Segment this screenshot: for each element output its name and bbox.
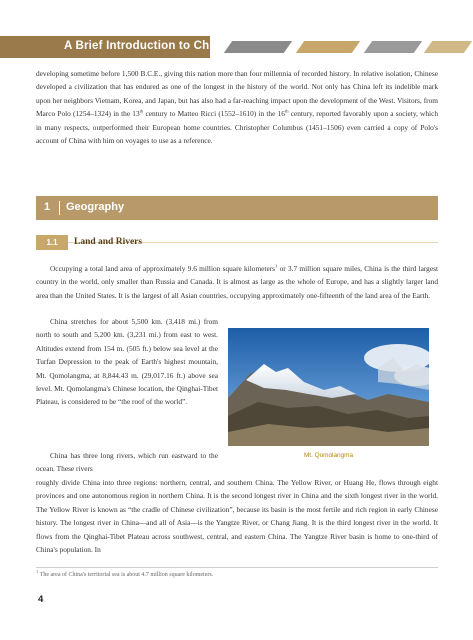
subsection-number: 1.1 bbox=[36, 235, 68, 250]
header-stripe bbox=[224, 41, 292, 53]
photo-caption: Mt. Qomolangma bbox=[303, 452, 353, 459]
mountain-photo bbox=[228, 328, 429, 446]
header-stripe bbox=[296, 41, 360, 53]
dimensions-paragraph: China stretches for about 5,500 km. (3,418 mi.) from north to south and 5,200 km. (3,231 mi.) from east to west. Altitudes extend from 154 m. (505 ft.) below sea level at the Turfan Depression to the peak of Earth's highest mountain, Mt. Qomolangma, at 8,844.43 m. (29,017.16 ft.) above sea level. Mt. Qomolangma's Chinese location, the Qinghai-Tibet Plateau, is considered to be “the roof of the world”. bbox=[36, 317, 218, 407]
page-number: 4 bbox=[38, 594, 44, 605]
footnote-rule bbox=[36, 567, 438, 568]
section-divider bbox=[59, 201, 60, 215]
intro-paragraph: developing sometime before 1,500 B.C.E., giving this nation more than four millennia of recorded history. In relative isolation, Chinese developed a civilization that has endured as one of the longest in the history of the world. Not only has China left its indelible mark upon her neighbors Vietnam, Korea, and Japan, but has also had a far-reaching impact upon the development of the West. Visitors, from Marco Polo (1254–1324) in the 13th century to Matteo Ricci (1552–1610) in the 16th century, reported favorably upon a society, which in many respects, outperformed their European home countries. Christopher Columbus (1451–1506) even carried a copy of Polo's account of China with him on voyages to use as a reference. bbox=[36, 69, 439, 146]
running-header bbox=[0, 36, 473, 58]
running-header-title: A Brief Introduction to China bbox=[64, 40, 227, 52]
rivers-paragraph-start: China has three long rivers, which run eastward to the ocean. These rivers bbox=[36, 451, 218, 474]
subsection-title: Land and Rivers bbox=[74, 237, 143, 247]
rivers-paragraph: roughly divide China into three regions: northern, central, and southern China. The Yellow River, or Huang He, flows through eight provinces and one autonomous region in northern China. It is the second longest river in China and the sixth longest river in the world. The Yellow River is known as “the cradle of Chinese civilization”, because its basin is the most fertile and rich region in early Chinese history. The longest river in China—and all of Asia—is the Yangtze River, or Chang Jiang. It is the third longest river in the world. It flows from the Qinghai-Tibet Plateau across southwest, central, and eastern China. The Yangtze River basin is home to one-third of China's population. In bbox=[36, 478, 438, 555]
section-number: 1 bbox=[44, 201, 51, 213]
section-title: Geography bbox=[66, 201, 125, 213]
header-stripe bbox=[364, 41, 422, 53]
footnote: $^1$ The area of China's territorial sea is about 4.7 million square kilometers. bbox=[36, 569, 214, 578]
header-stripe bbox=[424, 41, 472, 53]
land-area-paragraph: Occupying a total land area of approximately 9.6 million square kilometers$^1$ or 3.7 million square miles, China is the third largest country in the world, only smaller than Russia and Canada. It is almost as large as the whole of Europe, and has a slightly larger land area than the United States. It is the largest of all Asian countries, occupying approximately one-fifteenth of the land area of the Earth. bbox=[36, 263, 439, 300]
